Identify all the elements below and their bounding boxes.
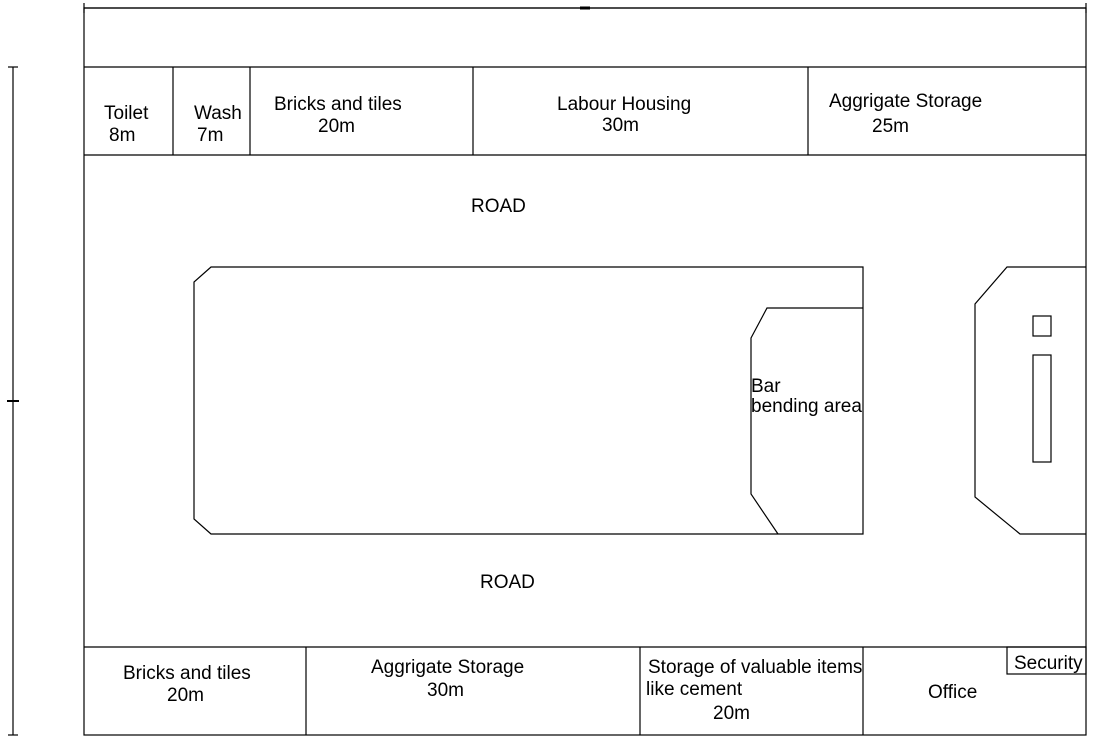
bar-bending-area: [751, 308, 863, 534]
bottom-bricks-label: Bricks and tiles: [123, 663, 251, 684]
bar-bending-label-line2: bending area: [751, 396, 862, 417]
toilet-size: 8m: [109, 125, 136, 146]
right-block-small-square: [1033, 316, 1051, 336]
bottom-bricks-size: 20m: [167, 685, 204, 706]
dimension-lines: [7, 3, 1086, 735]
upper-road-label: ROAD: [471, 196, 526, 217]
security-label: Security: [1014, 653, 1083, 674]
bottom-row: [84, 647, 1086, 735]
right-side-block: [975, 267, 1086, 534]
office-label: Office: [928, 682, 978, 703]
top-row: [84, 67, 1086, 155]
bottom-aggregate-label: Aggrigate Storage: [371, 657, 525, 678]
labour-housing-label: Labour Housing: [557, 94, 692, 115]
right-block-tall-rectangle: [1033, 355, 1051, 462]
top-bricks-label: Bricks and tiles: [274, 94, 402, 115]
wash-size: 7m: [197, 125, 224, 146]
valuables-storage-label-line2: like cement: [646, 679, 743, 700]
valuables-storage-size: 20m: [713, 703, 750, 724]
top-aggregate-size: 25m: [872, 116, 909, 137]
lower-road-label: ROAD: [480, 572, 535, 593]
valuables-storage-label-line1: Storage of valuable items: [648, 657, 863, 678]
top-aggregate-label: Aggrigate Storage: [829, 91, 983, 112]
bar-bending-label-line1: Bar: [751, 376, 781, 397]
right-block-outline: [975, 267, 1086, 534]
toilet-label: Toilet: [104, 103, 149, 124]
labour-housing-size: 30m: [602, 115, 639, 136]
bar-bending-outline: [751, 308, 863, 534]
bottom-aggregate-size: 30m: [427, 680, 464, 701]
top-bricks-size: 20m: [318, 116, 355, 137]
wash-label: Wash: [194, 103, 242, 124]
